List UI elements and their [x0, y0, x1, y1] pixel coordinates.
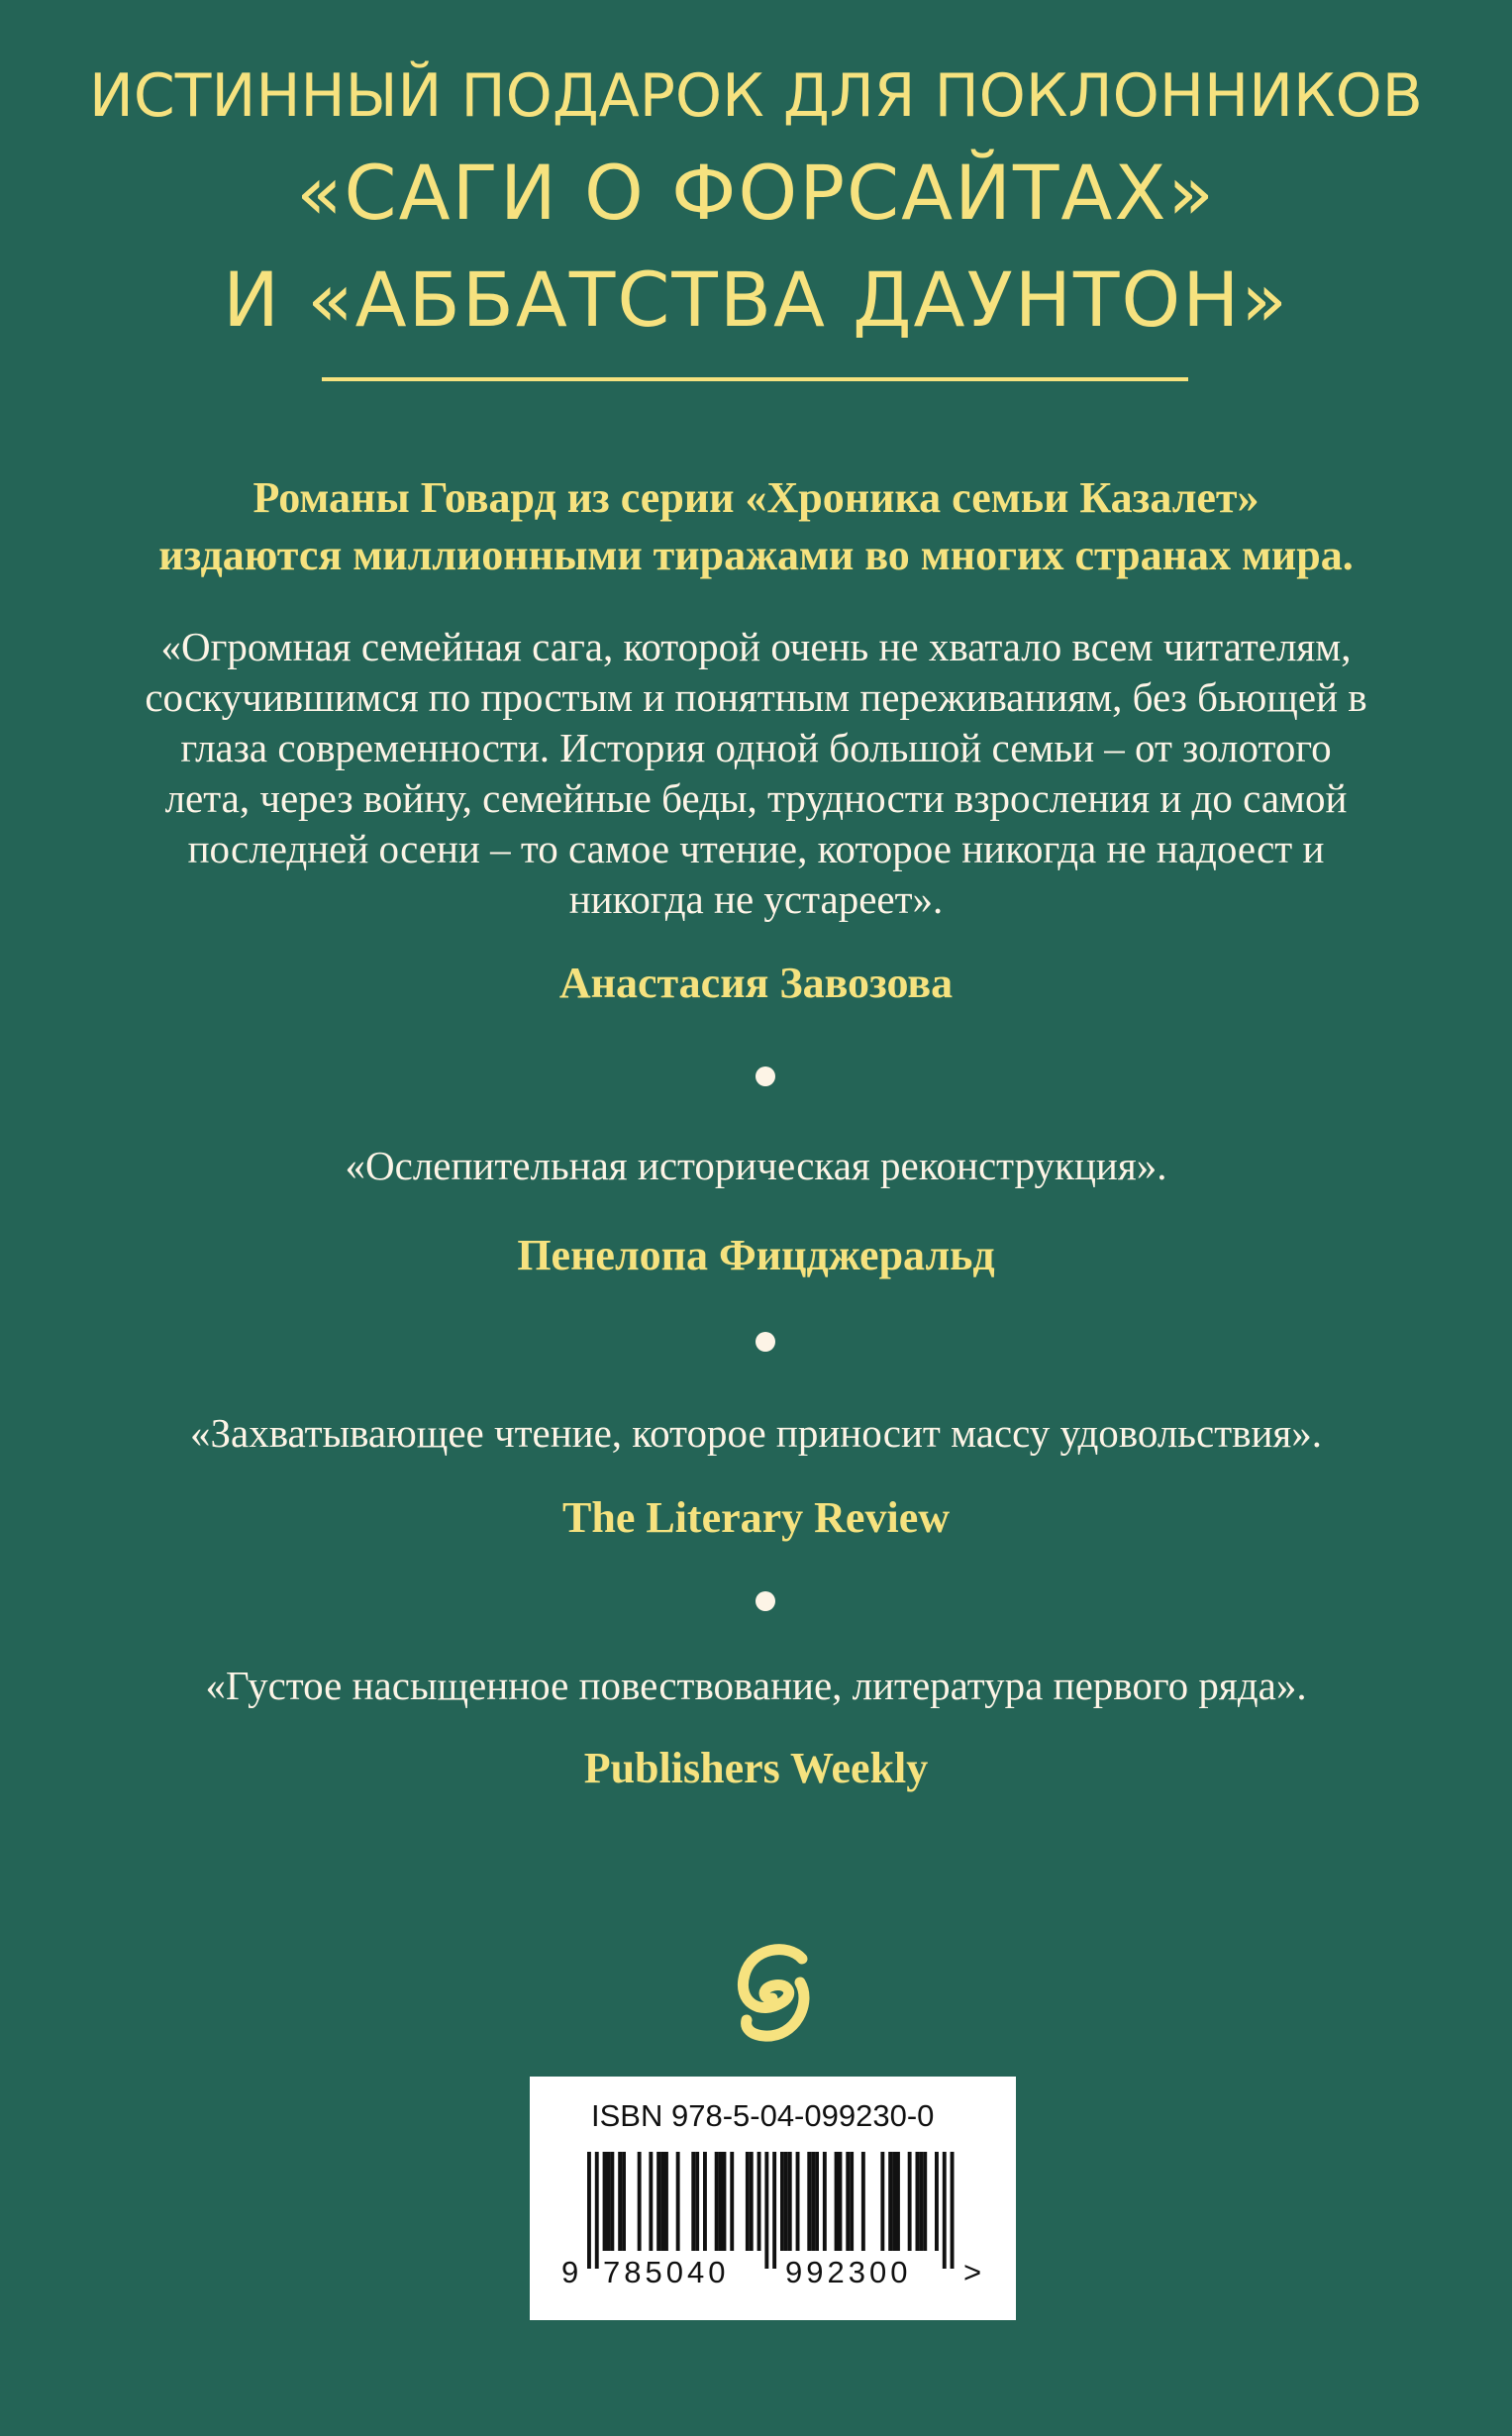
barcode-bar — [796, 2152, 800, 2251]
review-4-quote: «Густое насыщенное повествование, литература первого ряда». — [205, 1663, 1307, 1708]
headline-line-2: «САГИ О ФОРСАЙТАХ» — [296, 149, 1216, 237]
barcode-bar — [835, 2152, 839, 2251]
barcode-bar — [703, 2152, 707, 2251]
barcode-bar — [610, 2152, 614, 2251]
review-1-quote-line-5: последней осени – то самое чтение, которое никогда не надоест и — [187, 826, 1325, 871]
separator-dot — [756, 1591, 775, 1611]
barcode-bar — [908, 2152, 912, 2251]
barcode-lead-digit: 9 — [561, 2255, 579, 2289]
headline-line-3: И «АББАТСТВА ДАУНТОН» — [223, 255, 1289, 344]
barcode-bar — [943, 2152, 947, 2269]
barcode-bar — [750, 2152, 754, 2251]
barcode-bar — [607, 2152, 611, 2251]
barcode-bar — [892, 2152, 896, 2251]
barcode-right-digits: 992300 — [785, 2255, 912, 2289]
barcode-bar — [723, 2152, 727, 2251]
review-1-quote-line-3: глаза современности. История одной большой семьи – от золотого — [180, 725, 1332, 770]
barcode-bar — [660, 2152, 664, 2251]
barcode-bar — [764, 2152, 768, 2269]
barcode-bar — [951, 2152, 955, 2269]
review-3-author: The Literary Review — [562, 1493, 950, 1542]
barcode-bar — [811, 2152, 815, 2251]
review-3-quote: «Захватывающее чтение, которое приносит массу удовольствия». — [189, 1410, 1323, 1456]
barcode-bar — [919, 2152, 923, 2251]
intro-line-1: Романы Говард из серии «Хроника семьи Казалет» — [252, 473, 1260, 522]
barcode-bar — [846, 2152, 850, 2251]
barcode-bar — [880, 2152, 884, 2251]
barcode-bar — [664, 2152, 668, 2251]
review-4-author: Publishers Weekly — [583, 1744, 929, 1792]
barcode-bar — [788, 2152, 792, 2251]
review-1-quote-line-4: лета, через войну, семейные беды, трудности взросления и до самой — [164, 775, 1348, 821]
eksmo-logo-icon — [731, 1941, 822, 2044]
barcode-left-digits: 785040 — [603, 2255, 730, 2289]
barcode-bar — [772, 2152, 776, 2269]
review-1-quote-line-6: никогда не устареет». — [568, 876, 944, 922]
barcode-bar — [807, 2152, 811, 2251]
barcode-bar — [622, 2152, 626, 2251]
barcode-bar — [695, 2152, 699, 2251]
barcode-bar — [815, 2152, 819, 2251]
review-2-author: Пенелопа Фицджеральд — [517, 1231, 995, 1279]
barcode-bar — [780, 2152, 784, 2251]
isbn-text: ISBN 978-5-04-099230-0 — [591, 2098, 935, 2133]
barcode-bar — [861, 2152, 865, 2251]
review-1-author: Анастасия Завозова — [558, 959, 954, 1007]
barcode-bar — [916, 2152, 920, 2251]
separator-dot — [756, 1066, 775, 1086]
barcode-bar — [656, 2152, 660, 2251]
barcode-bar — [649, 2152, 653, 2251]
barcode-bar — [691, 2152, 695, 2251]
barcode-bar — [730, 2152, 734, 2251]
separator-dot — [756, 1332, 775, 1352]
barcode-bar — [784, 2152, 788, 2251]
barcode-bar — [676, 2152, 680, 2251]
barcode-bar — [719, 2152, 723, 2251]
intro-line-2: издаются миллионными тиражами во многих странах мира. — [158, 531, 1354, 579]
barcode-bar — [757, 2152, 761, 2251]
barcode-bar — [746, 2152, 750, 2251]
barcode-bar — [923, 2152, 927, 2251]
headline-line-1: ИСТИННЫЙ ПОДАРОК ДЛЯ ПОКЛОННИКОВ — [89, 61, 1423, 131]
barcode-bar — [935, 2152, 939, 2251]
review-1-quote-line-1: «Огромная семейная сага, которой очень не хватало всем читателям, — [160, 624, 1352, 669]
barcode-bar — [888, 2152, 892, 2251]
barcode-bar — [823, 2152, 827, 2251]
headline-divider — [322, 377, 1188, 381]
barcode-bar — [850, 2152, 854, 2251]
barcode-end-mark: > — [963, 2255, 982, 2289]
barcode-bar — [587, 2152, 591, 2269]
review-1-quote-line-2: соскучившимся по простым и понятным переживаниям, без бьющей в — [145, 674, 1367, 720]
barcode-bar — [618, 2152, 622, 2251]
barcode-bar — [638, 2152, 642, 2251]
barcode-bar — [595, 2152, 599, 2269]
barcode-bar — [603, 2152, 607, 2251]
barcode-bar — [839, 2152, 843, 2251]
barcode-bar — [715, 2152, 719, 2251]
barcode-box — [530, 2077, 1016, 2320]
review-2-quote: «Ослепительная историческая реконструкция». — [345, 1143, 1167, 1188]
barcode-bar — [896, 2152, 900, 2251]
